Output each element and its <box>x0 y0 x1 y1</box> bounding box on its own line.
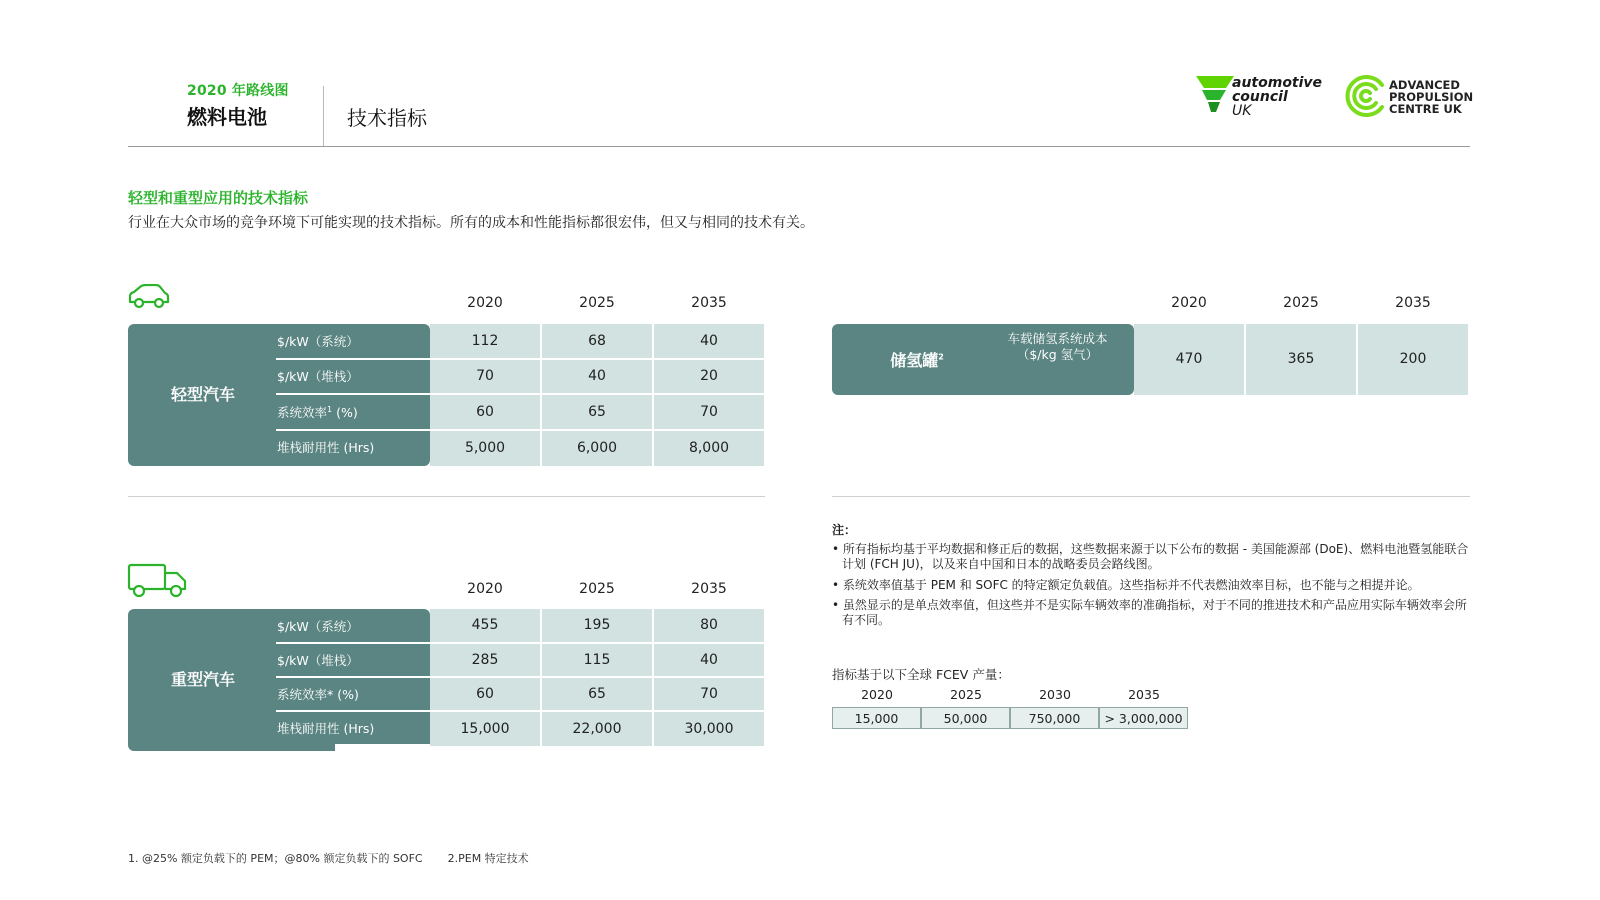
metric-label-unit: (%) <box>332 405 358 420</box>
metric-label-text: 系统效率 <box>277 405 328 420</box>
note-item: • 系统效率值基于 PEM 和 SOFC 的特定额定负载值。这些指标并不代表燃油效率目标，也不能与之相提并论。 <box>832 578 1420 592</box>
production-value: 750,000 <box>1010 707 1099 729</box>
note-item: • 虽然显示的是单点效率值，但这些并不是实际车辆效率的准确指标，对于不同的推进技术和产品应用实际车辆效率会所有不同。 <box>832 598 1467 627</box>
value-cell: 200 <box>1358 324 1468 395</box>
section-divider <box>128 496 765 497</box>
metric-label: $/kW（系统） <box>277 334 359 349</box>
metric-label: 堆栈耐用性 (Hrs) <box>277 721 375 736</box>
storage-label <box>862 348 972 371</box>
intro-text: 行业在大众市场的竞争环境下可能实现的技术指标。所有的成本和性能指标都很宏伟，但又与相同的技术有关。 <box>128 215 814 231</box>
metric-label: $/kW（堆栈） <box>277 653 359 668</box>
car-icon <box>128 284 170 310</box>
row-separator <box>276 642 430 644</box>
value-cell: 6,000 <box>542 431 652 466</box>
year-header: 2025 <box>579 295 615 311</box>
production-value: > 3,000,000 <box>1099 707 1188 729</box>
value-cell: 195 <box>542 609 652 642</box>
note-item: • 所有指标均基于平均数据和修正后的数据，这些数据来源于以下公布的数据 - 美国能源部 (DoE)、燃料电池暨氢能联合计划 (FCH JU)，以及来自中国和日本的战略委员会路线图。 <box>832 542 1469 571</box>
production-title: 指标基于以下全球 FCEV 产量： <box>832 667 1010 682</box>
metric-label <box>277 403 358 421</box>
logo-text-line: ADVANCED <box>1389 78 1460 92</box>
value-cell: 285 <box>430 644 540 676</box>
value-cell: 70 <box>430 360 540 393</box>
row-separator <box>276 710 430 712</box>
value-cell: 65 <box>542 678 652 710</box>
year-header: 2025 <box>579 581 615 597</box>
footnote-ref: 2 <box>938 352 944 362</box>
row-separator <box>276 393 430 395</box>
value-cell: 60 <box>430 678 540 710</box>
value-cell: 112 <box>430 324 540 358</box>
section-title: 技术指标 <box>347 106 427 130</box>
footnotes <box>128 850 529 866</box>
heavy-vehicle-label: 重型汽车 <box>170 670 235 689</box>
value-cell: 22,000 <box>542 712 652 746</box>
value-cell: 80 <box>654 609 764 642</box>
metric-label: 系统效率* (%) <box>277 687 359 702</box>
production-year: 2030 <box>1039 687 1071 702</box>
year-header: 2020 <box>1171 295 1207 311</box>
value-cell: 15,000 <box>430 712 540 746</box>
automotive-council-logo-icon <box>1196 76 1236 116</box>
value-cell: 455 <box>430 609 540 642</box>
footnote-1: 1. @25% 额定负载下的 PEM；@80% 额定负载下的 SOFC <box>128 852 423 865</box>
row-separator <box>276 676 430 678</box>
year-header: 2025 <box>1283 295 1319 311</box>
value-cell: 40 <box>542 360 652 393</box>
value-cell: 65 <box>542 395 652 429</box>
production-value: 50,000 <box>921 707 1010 729</box>
value-cell: 5,000 <box>430 431 540 466</box>
storage-metric-label <box>995 331 1120 363</box>
block-notch <box>335 744 430 751</box>
metric-label: $/kW（堆栈） <box>277 369 359 384</box>
value-cell: 30,000 <box>654 712 764 746</box>
value-cell: 470 <box>1134 324 1244 395</box>
storage-metric-line: （$/kg 氢气） <box>1016 347 1099 362</box>
logo-text-line: council <box>1232 89 1288 105</box>
storage-label-text: 储氢罐 <box>890 351 939 370</box>
header-divider <box>323 86 324 146</box>
year-header: 2035 <box>691 295 727 311</box>
apc-logo-text <box>1389 79 1473 115</box>
production-year: 2020 <box>861 687 893 702</box>
value-cell: 20 <box>654 360 764 393</box>
metric-label: 堆栈耐用性 (Hrs) <box>277 440 375 455</box>
metric-label: $/kW（系统） <box>277 619 359 634</box>
automotive-council-logo-text <box>1232 76 1322 118</box>
production-value: 15,000 <box>832 707 921 729</box>
value-cell: 70 <box>654 678 764 710</box>
year-header: 2035 <box>1395 295 1431 311</box>
production-year: 2025 <box>950 687 982 702</box>
value-cell: 115 <box>542 644 652 676</box>
light-vehicle-label: 轻型汽车 <box>170 385 235 404</box>
year-header: 2035 <box>691 581 727 597</box>
logo-text-line: automotive <box>1232 75 1323 91</box>
notes-title: 注： <box>832 523 857 537</box>
row-separator <box>276 429 430 431</box>
value-cell: 8,000 <box>654 431 764 466</box>
logo-text-line: CENTRE UK <box>1389 102 1462 116</box>
year-header: 2020 <box>467 295 503 311</box>
footnote-2: 2.PEM 特定技术 <box>447 852 529 865</box>
roadmap-year-label: 2020 年路线图 <box>187 83 289 99</box>
production-year: 2035 <box>1128 687 1160 702</box>
page-title: 燃料电池 <box>187 105 267 129</box>
section-subheading: 轻型和重型应用的技术指标 <box>128 189 309 207</box>
value-cell: 40 <box>654 324 764 358</box>
row-separator <box>276 358 430 360</box>
logo-text-line: PROPULSION <box>1389 90 1474 104</box>
value-cell: 70 <box>654 395 764 429</box>
value-cell: 60 <box>430 395 540 429</box>
storage-metric-line: 车载储氢系统成本 <box>1007 331 1108 346</box>
section-divider <box>832 496 1470 497</box>
apc-logo-icon <box>1344 75 1386 117</box>
logo-text-line: UK <box>1232 103 1252 119</box>
year-header: 2020 <box>467 581 503 597</box>
value-cell: 365 <box>1246 324 1356 395</box>
header-rule <box>128 146 1470 147</box>
value-cell: 40 <box>654 644 764 676</box>
truck-icon <box>127 563 189 599</box>
footnote-ref: 1 <box>327 404 333 414</box>
value-cell: 68 <box>542 324 652 358</box>
